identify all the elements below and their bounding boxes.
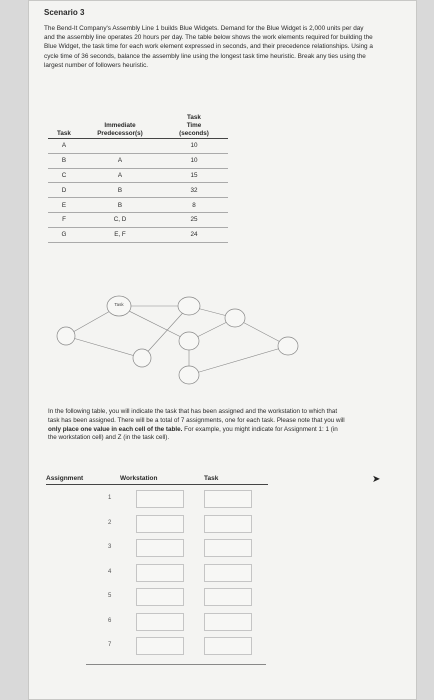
precedence-cell-task: E — [48, 198, 80, 213]
task-input-cell[interactable] — [204, 515, 252, 533]
assignment-number: 7 — [108, 642, 112, 648]
assignment-number: 2 — [108, 519, 112, 526]
precedence-cell-pred — [80, 139, 160, 154]
task-input-cell[interactable] — [204, 637, 252, 655]
precedence-cell-task: A — [48, 139, 80, 154]
precedence-cell-time: 8 — [160, 198, 228, 213]
precedence-row — [48, 227, 228, 242]
task-column-header: Task — [204, 475, 219, 482]
time-header: (seconds) — [160, 130, 228, 139]
precedence-row — [48, 168, 228, 183]
precedence-cell-time: 10 — [160, 153, 228, 168]
node-g-circle — [278, 337, 298, 355]
precedence-cell-pred: C, D — [80, 212, 160, 227]
assignment-number: 4 — [108, 568, 112, 575]
precedence-cell-time: 10 — [160, 139, 228, 154]
node-c-circle — [178, 297, 200, 315]
precedence-cell-task: B — [48, 153, 80, 168]
precedence-row — [48, 183, 228, 198]
precedence-cell-pred: E, F — [80, 227, 160, 242]
task-header: Task — [48, 130, 80, 139]
assignment-number: 1 — [108, 495, 112, 501]
scenario-title: Scenario 3 — [44, 8, 85, 17]
task-input-cell[interactable] — [204, 588, 252, 606]
instructions-paragraph: In the following table, you will indicate the task that has been assigned and the workstation to which that task has been assigned. There will be a total of 7 assignments, one for each task. Please note that you will only place one value in each cell of the table. For example, you might indicate for Assignment 1: 1 (in the workstation cell) and Z (in the task cell). — [48, 408, 345, 442]
precedence-cell-time: 24 — [160, 227, 228, 242]
assignment-number: 3 — [108, 544, 112, 550]
precedence-cell-task: C — [48, 168, 80, 183]
node-b-circle — [133, 349, 151, 367]
node-d-circle — [179, 332, 199, 350]
document-page — [28, 0, 417, 700]
workstation-input-cell[interactable] — [136, 564, 184, 582]
workstation-input-cell[interactable] — [136, 490, 184, 508]
precedence-cell-task: D — [48, 183, 80, 198]
precedence-cell-pred: B — [80, 198, 160, 213]
instructions-emphasis: only place one value in each cell of the table. — [48, 425, 183, 433]
precedence-table — [48, 114, 228, 243]
precedence-row — [48, 139, 228, 154]
precedence-cell-time: 25 — [160, 212, 228, 227]
precedence-cell-pred: A — [80, 153, 160, 168]
assignment-column-header: Assignment — [46, 475, 84, 482]
mouse-cursor-icon: ➤ — [372, 474, 381, 485]
workstation-input-cell[interactable] — [136, 539, 184, 557]
node-a-circle — [57, 327, 75, 345]
node-f-circle — [225, 309, 245, 327]
precedence-row — [48, 198, 228, 213]
precedence-cell-pred: B — [80, 183, 160, 198]
time-header-mid: Time — [186, 122, 202, 129]
task-input-cell[interactable] — [204, 490, 252, 508]
workstation-input-cell[interactable] — [136, 613, 184, 631]
workstation-input-cell[interactable] — [136, 515, 184, 533]
precedence-row — [48, 212, 228, 227]
workstation-input-cell[interactable] — [136, 637, 184, 655]
task-input-cell[interactable] — [204, 539, 252, 557]
pred-header-top: Immediate — [104, 122, 136, 129]
precedence-cell-task: G — [48, 227, 80, 242]
precedence-diagram — [56, 286, 316, 386]
precedence-cell-pred: A — [80, 168, 160, 183]
precedence-cell-time: 32 — [160, 183, 228, 198]
intro-paragraph: The Bend-It Company's Assembly Line 1 builds Blue Widgets. Demand for the Blue Widget is 2,000 units per day and the assembly line operates 20 hours per day. The table below shows the work elements required for building the Blue Widget, the task time for each work element expressed in seconds, and their precedence relationships. Using a cycle time of 36 seconds, balance the assembly line using the longest task time heuristic. Break any ties using the largest number of followers heuristic. — [44, 25, 373, 69]
assignment-number: 6 — [108, 617, 112, 624]
precedence-cell-time: 15 — [160, 168, 228, 183]
workstation-input-cell[interactable] — [136, 588, 184, 606]
legend-label: Task — [114, 302, 124, 307]
node-e-circle — [179, 366, 199, 384]
workstation-column-header: Workstation — [120, 475, 158, 482]
time-header-top: Task — [187, 114, 201, 121]
precedence-cell-task: F — [48, 212, 80, 227]
task-input-cell[interactable] — [204, 564, 252, 582]
precedence-row — [48, 153, 228, 168]
table-bottom-line — [86, 664, 266, 665]
assignment-header-divider — [46, 484, 268, 485]
task-input-cell[interactable] — [204, 613, 252, 631]
pred-header: Predecessor(s) — [80, 130, 160, 139]
assignment-number: 5 — [108, 593, 112, 599]
